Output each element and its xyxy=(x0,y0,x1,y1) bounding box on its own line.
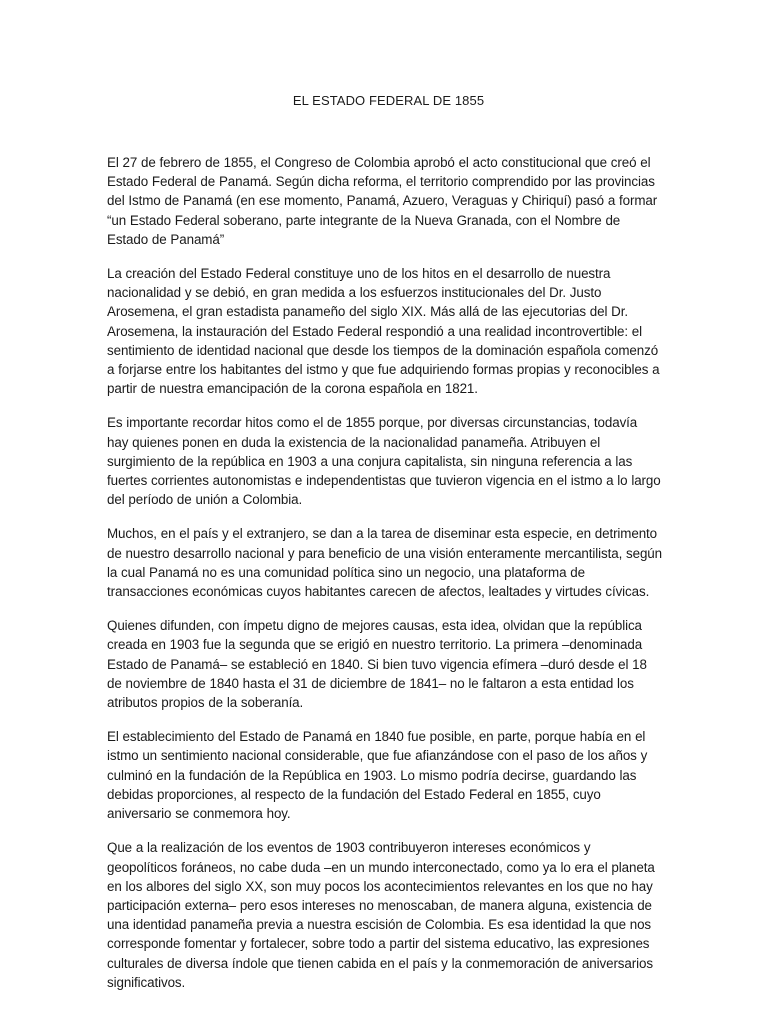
paragraph-1: El 27 de febrero de 1855, el Congreso de Colombia aprobó el acto constitucional que creó el Estado Federal de Panamá. Según dicha reforma, el territorio comprendido por las provincias del Istmo de Panamá (en ese momento, Panamá, Azuero, Veraguas y Chiriquí) pasó a formar “un Estado Federal soberano, parte integrante de la Nueva Granada, con el Nombre de Estado de Panamá” xyxy=(107,155,658,247)
paragraph-5: Quienes difunden, con ímpetu digno de mejores causas, esta idea, olvidan que la república creada en 1903 fue la segunda que se erigió en nuestro territorio. La primera –denominada Estado de Panamá– se estableció en 1840. Si bien tuvo vigencia efímera –duró desde el 18 de noviembre de 1840 hasta el 31 de diciembre de 1841– no le faltaron a esta entidad los atributos propios de la soberanía. xyxy=(107,618,647,711)
paragraph-3: Es importante recordar hitos como el de 1855 porque, por diversas circunstancias, todavía hay quienes ponen en duda la existencia de la nacionalidad panameña. Atribuyen el surgimiento de la república en 1903 a una conjura capitalista, sin ninguna referencia a las fuertes corrientes autonomistas e independentistas que tuvieron vigencia en el istmo a lo largo del período de unión a Colombia. xyxy=(107,415,661,508)
paragraph-2: La creación del Estado Federal constituye uno de los hitos en el desarrollo de nuestra nacionalidad y se debió, en gran medida a los esfuerzos institucionales del Dr. Justo Arosemena, el gran estadista panameño del siglo XIX. Más allá de las ejecutorias del Dr. Arosemena, la instauración del Estado Federal respondió a una realidad incontrovertible: el sentimiento de identidad nacional que desde los tiempos de la dominación española comenzó a forjarse entre los habitantes del istmo y que fue adquiriendo formas propias y reconocibles a partir de nuestra emancipación de la corona española en 1821. xyxy=(107,266,660,397)
document-title: EL ESTADO FEDERAL DE 1855 xyxy=(292,93,485,108)
document-page xyxy=(107,92,662,1007)
paragraph-4: Muchos, en el país y el extranjero, se dan a la tarea de diseminar esta especie, en detrimento de nuestro desarrollo nacional y para beneficio de una visión enteramente mercantilista, según la cual Panamá no es una comunidad política sino un negocio, una plataforma de transacciones económicas cuyos habitantes carecen de afectos, lealtades y virtudes cívicas. xyxy=(107,526,663,600)
paragraph-7: Que a la realización de los eventos de 1903 contribuyeron intereses económicos y geopolíticos foráneos, no cabe duda –en un mundo interconectado, como ya lo era el planeta en los albores del siglo XX, son muy pocos los acontecimientos relevantes en los que no hay participación externa– pero esos intereses no menoscaban, de manera alguna, existencia de una identidad panameña previa a nuestra escisión de Colombia. Es esa identidad la que nos corresponde fomentar y fortalecer, sobre todo a partir del sistema educativo, las expresiones culturales de diversa índole que tienen cabida en el país y la conmemoración de aniversarios significativos. xyxy=(107,840,655,990)
paragraph-6: El establecimiento del Estado de Panamá en 1840 fue posible, en parte, porque había en el istmo un sentimiento nacional considerable, que fue afianzándose con el paso de los años y culminó en la fundación de la República en 1903. Lo mismo podría decirse, guardando las debidas proporciones, al respecto de la fundación del Estado Federal en 1855, cuyo aniversario se conmemora hoy. xyxy=(107,729,648,822)
